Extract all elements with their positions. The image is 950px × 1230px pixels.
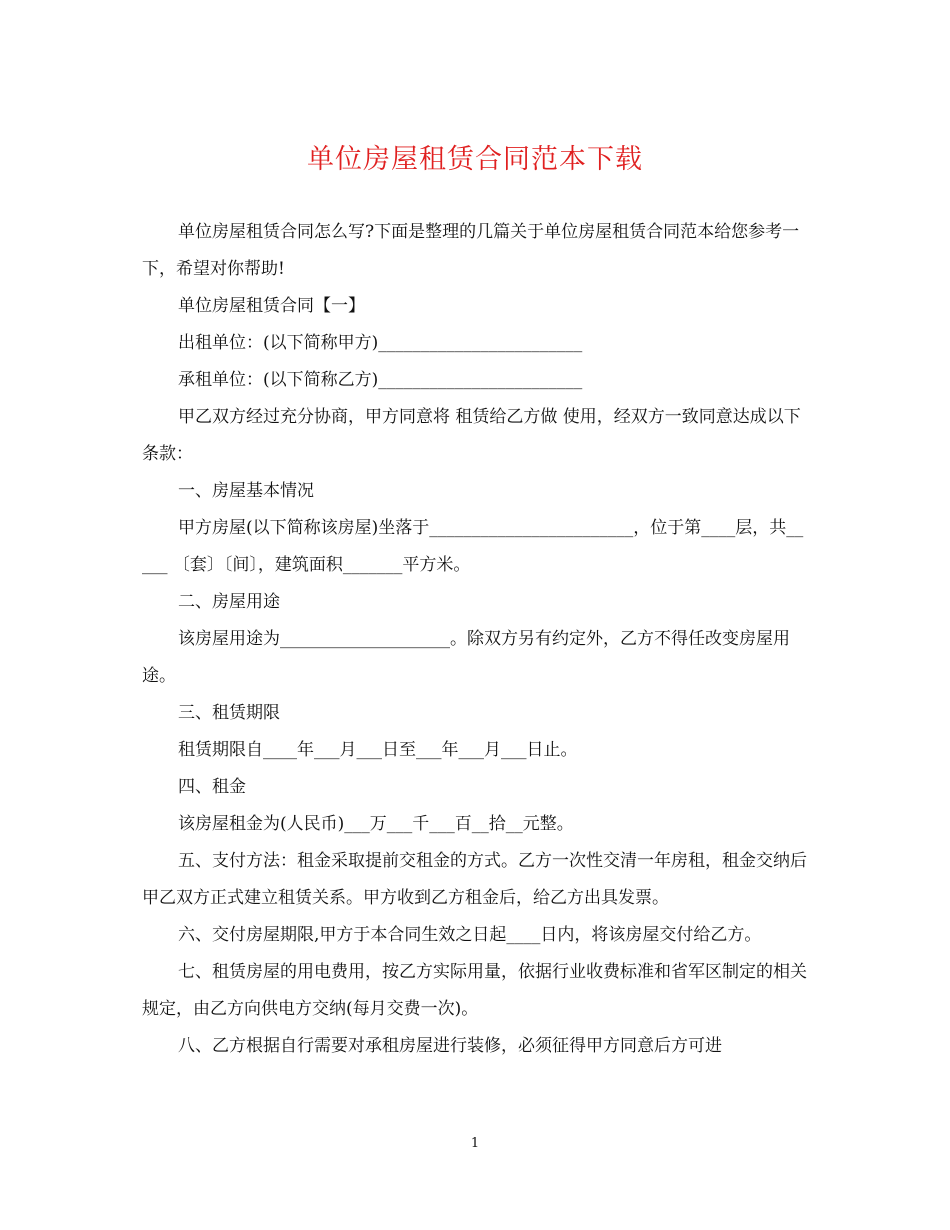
document-body bbox=[142, 214, 808, 1065]
intro-paragraph: 单位房屋租赁合同怎么写?下面是整理的几篇关于单位房屋租赁合同范本给您参考一下，希望对你帮助! bbox=[142, 222, 800, 279]
electricity-paragraph: 七、租赁房屋的用电费用，按乙方实际用量，依据行业收费标准和省军区制定的相关规定，由乙方向供电方交纳(每月交费一次)。 bbox=[142, 962, 807, 1019]
usage-paragraph: 该房屋用途为____________________。除双方另有约定外，乙方不得任改变房屋用途。 bbox=[142, 629, 790, 686]
section-heading-term: 三、租赁期限 bbox=[178, 703, 280, 723]
delivery-paragraph: 六、交付房屋期限,甲方于本合同生效之日起____日内，将该房屋交付给乙方。 bbox=[178, 925, 762, 945]
lessor-line: 出租单位：(以下简称甲方)________________________ bbox=[178, 333, 583, 353]
section-heading-basic: 一、房屋基本情况 bbox=[178, 481, 314, 501]
decoration-paragraph: 八、乙方根据自行需要对承租房屋进行装修，必须征得甲方同意后方可进 bbox=[178, 1036, 722, 1056]
section-heading-rent: 四、租金 bbox=[178, 777, 246, 797]
page-number: 1 bbox=[470, 1136, 480, 1151]
house-location-paragraph: 甲方房屋(以下简称该房屋)坐落于________________________，位于第____层，共_____ 〔套〕〔间〕，建筑面积_______平方米。 bbox=[142, 518, 804, 575]
contract-heading: 单位房屋租赁合同【一】 bbox=[178, 296, 365, 316]
rent-paragraph: 该房屋租金为(人民币)___万___千___百__拾__元整。 bbox=[178, 814, 574, 834]
section-heading-usage: 二、房屋用途 bbox=[178, 592, 280, 612]
lessee-line: 承租单位：(以下简称乙方)________________________ bbox=[178, 370, 583, 390]
payment-paragraph: 五、支付方法：租金采取提前交租金的方式。乙方一次性交清一年房租，租金交纳后甲乙双方正式建立租赁关系。甲方收到乙方租金后，给乙方出具发票。 bbox=[142, 851, 807, 908]
agreement-paragraph: 甲乙双方经过充分协商，甲方同意将 租赁给乙方做 使用，经双方一致同意达成以下条款： bbox=[142, 407, 801, 464]
term-paragraph: 租赁期限自____年___月___日至___年___月___日止。 bbox=[178, 740, 578, 760]
document-title: 单位房屋租赁合同范本下载 bbox=[307, 144, 643, 175]
